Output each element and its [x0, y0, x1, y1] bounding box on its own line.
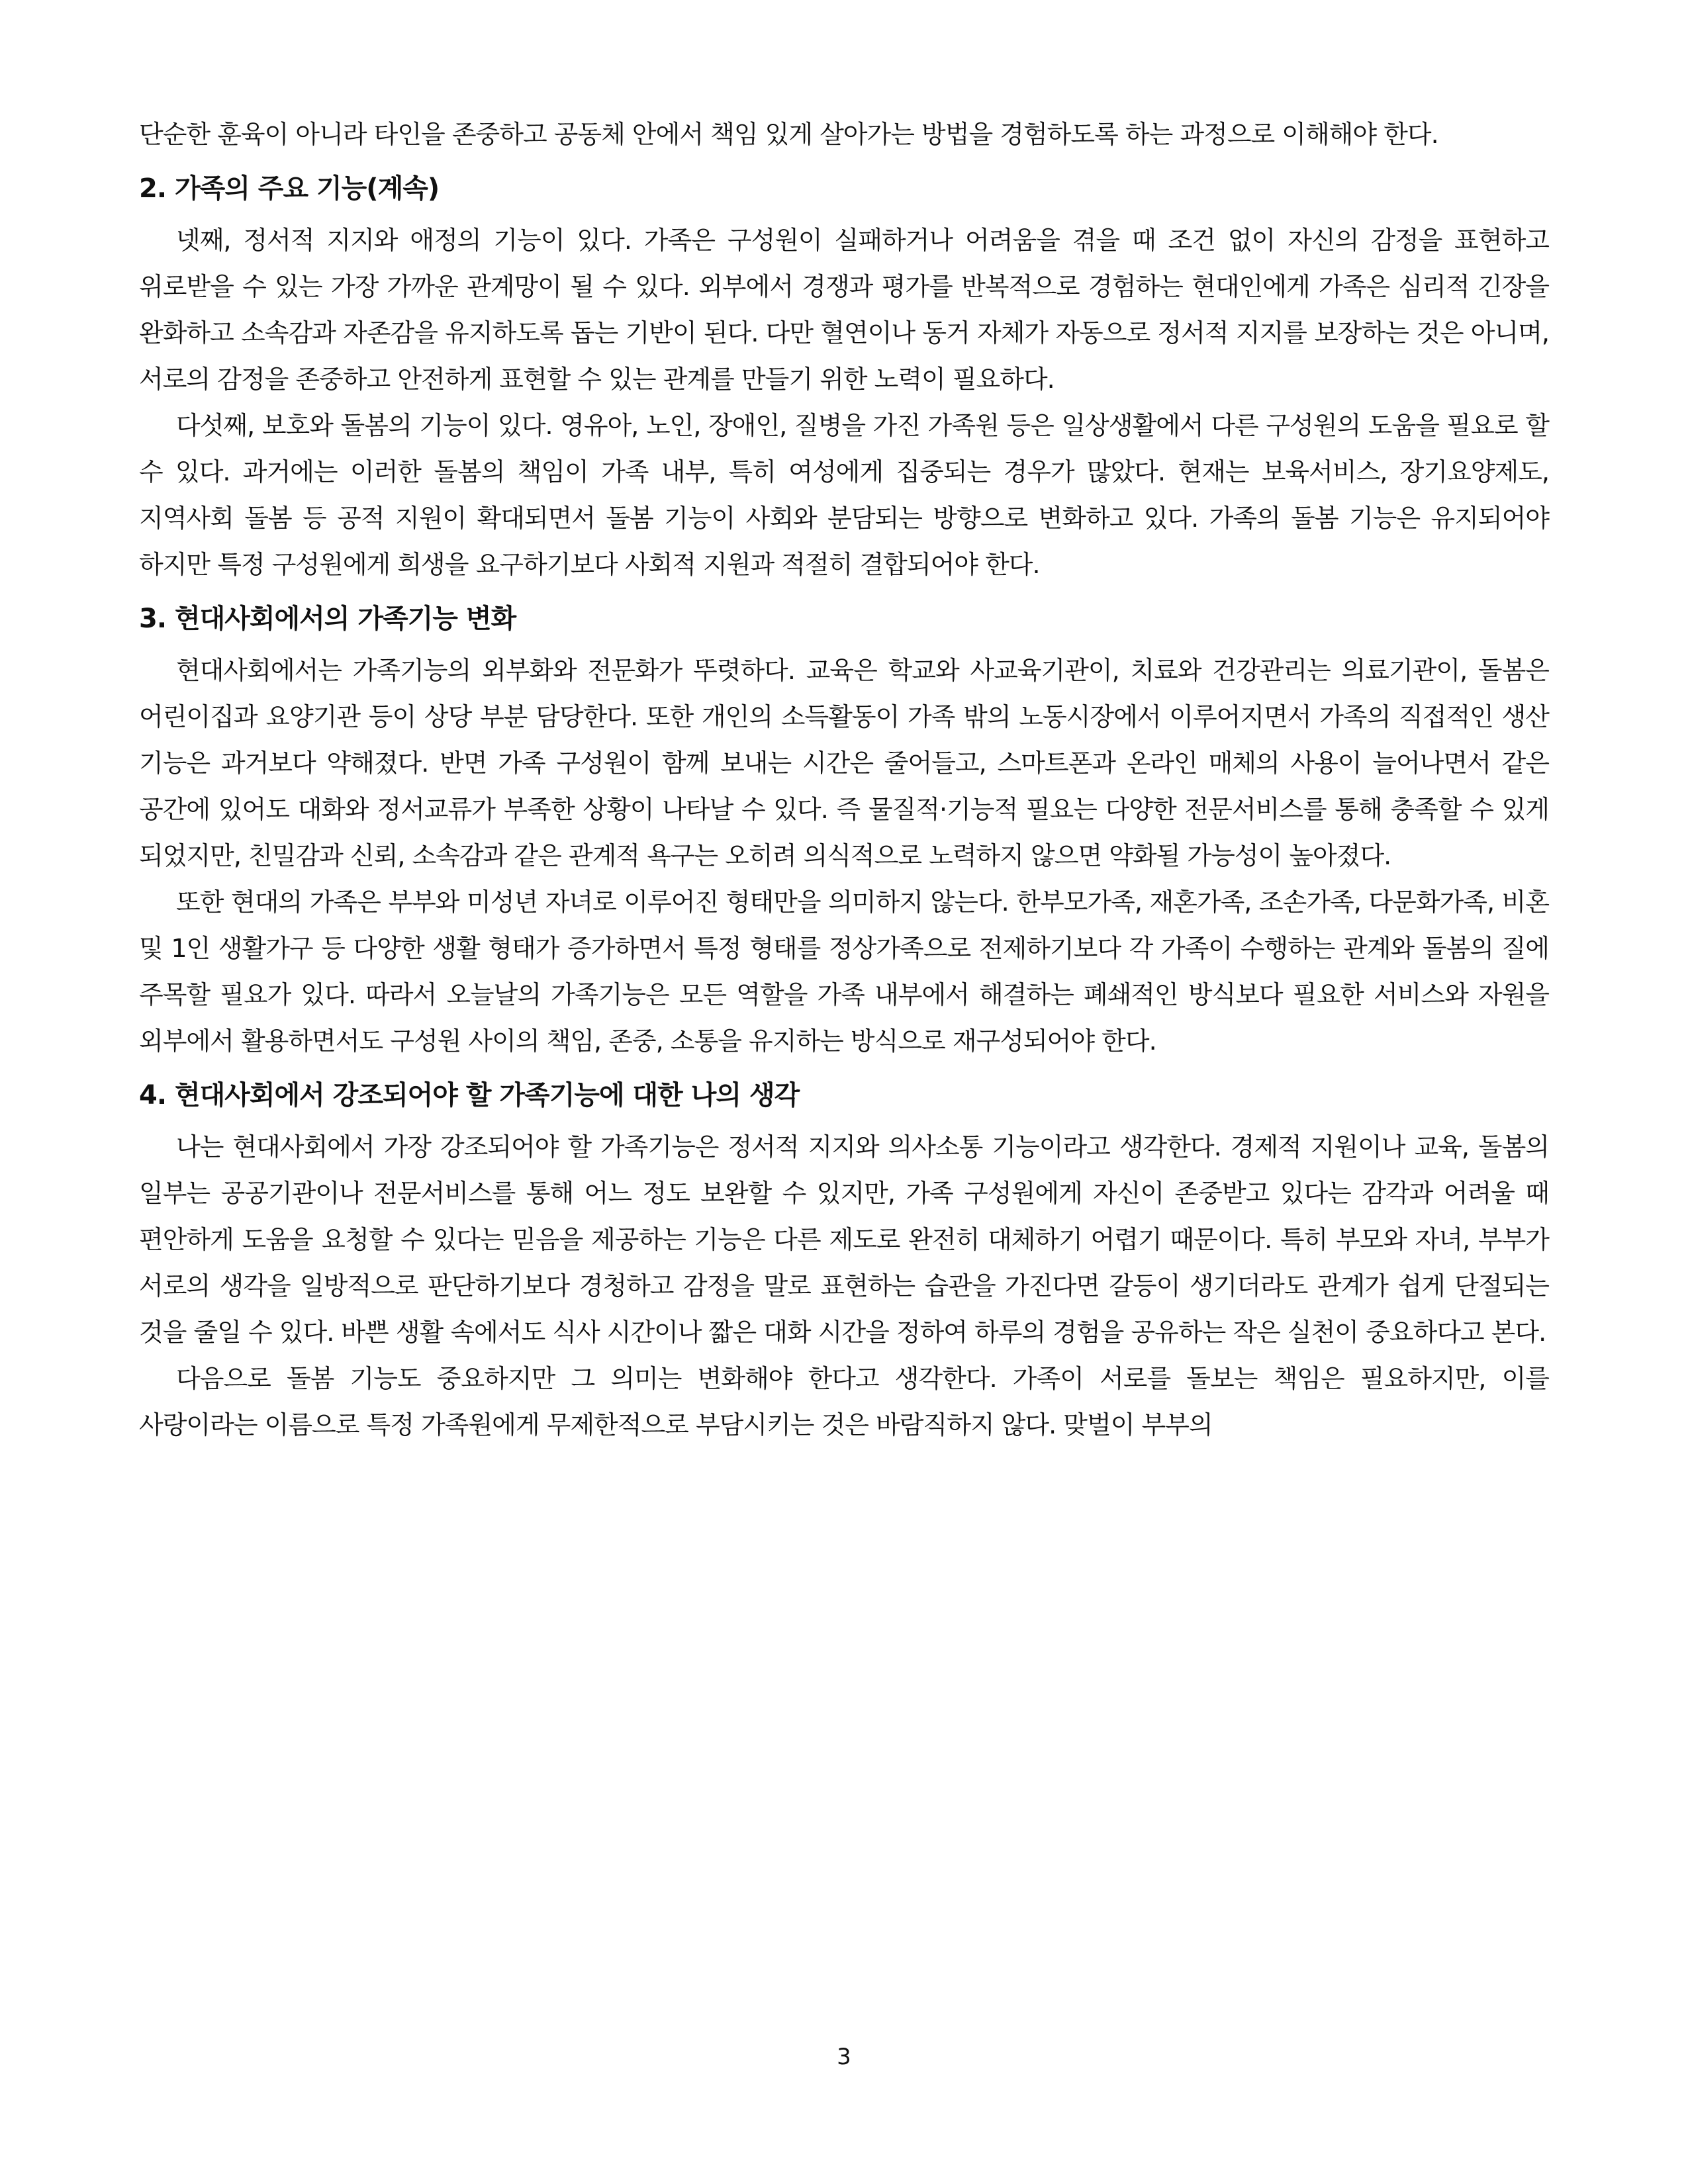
body-paragraph: 다섯째, 보호와 돌봄의 기능이 있다. 영유아, 노인, 장애인, 질병을 가진 가족원 등은 일상생활에서 다른 구성원의 도움을 필요로 할 수 있다. 과거에는 이러한 돌봄의 책임이 가족 내부, 특히 여성에게 집중되는 경우가 많았다. 현재는 보육서비스, 장기요양제도, 지역사회 돌봄 등 공적 지원이 확대되면서 돌봄 기능이 사회와 분담되는 방향으로 변화하고 있다. 가족의 돌봄 기능은 유지되어야 하지만 특정 구성원에게 희생을 요구하기보다 사회적 지원과 적절히 결합되어야 한다.: [139, 411, 1549, 579]
body-paragraph: 넷째, 정서적 지지와 애정의 기능이 있다. 가족은 구성원이 실패하거나 어려움을 겪을 때 조건 없이 자신의 감정을 표현하고 위로받을 수 있는 가장 가까운 관계망이 될 수 있다. 외부에서 경쟁과 평가를 반복적으로 경험하는 현대인에게 가족은 심리적 긴장을 완화하고 소속감과 자존감을 유지하도록 돕는 기반이 된다. 다만 혈연이나 동거 자체가 자동으로 정서적 지지를 보장하는 것은 아니며, 서로의 감정을 존중하고 안전하게 표현할 수 있는 관계를 만들기 위한 노력이 필요하다.: [139, 226, 1549, 394]
document-body: [139, 111, 1549, 1448]
body-paragraph: 다음으로 돌봄 기능도 중요하지만 그 의미는 변화해야 한다고 생각한다. 가족이 서로를 돌보는 책임은 필요하지만, 이를 사랑이라는 이름으로 특정 가족원에게 무제한적으로 부담시키는 것은 바람직하지 않다. 맞벌이 부부의: [139, 1364, 1549, 1439]
body-paragraph: 단순한 훈육이 아니라 타인을 존중하고 공동체 안에서 책임 있게 살아가는 방법을 경험하도록 하는 과정으로 이해해야 한다.: [139, 120, 1438, 149]
body-paragraph: 또한 현대의 가족은 부부와 미성년 자녀로 이루어진 형태만을 의미하지 않는다. 한부모가족, 재혼가족, 조손가족, 다문화가족, 비혼 및 1인 생활가구 등 다양한 생활 형태가 증가하면서 특정 형태를 정상가족으로 전제하기보다 각 가족이 수행하는 관계와 돌봄의 질에 주목할 필요가 있다. 따라서 오늘날의 가족기능은 모든 역할을 가족 내부에서 해결하는 폐쇄적인 방식보다 필요한 서비스와 자원을 외부에서 활용하면서도 구성원 사이의 책임, 존중, 소통을 유지하는 방식으로 재구성되어야 한다.: [139, 887, 1549, 1056]
body-paragraph: 나는 현대사회에서 가장 강조되어야 할 가족기능은 정서적 지지와 의사소통 기능이라고 생각한다. 경제적 지원이나 교육, 돌봄의 일부는 공공기관이나 전문서비스를 통해 어느 정도 보완할 수 있지만, 가족 구성원에게 자신이 존중받고 있다는 감각과 어려울 때 편안하게 도움을 요청할 수 있다는 믿음을 제공하는 기능은 다른 제도로 완전히 대체하기 어렵기 때문이다. 특히 부모와 자녀, 부부가 서로의 생각을 일방적으로 판단하기보다 경청하고 감정을 말로 표현하는 습관을 가진다면 갈등이 생기더라도 관계가 쉽게 단절되는 것을 줄일 수 있다. 바쁜 생활 속에서도 식사 시간이나 짧은 대화 시간을 정하여 하루의 경험을 공유하는 작은 실천이 중요하다고 본다.: [139, 1132, 1549, 1347]
section-heading: 4. 현대사회에서 강조되어야 할 가족기능에 대한 나의 생각: [139, 1080, 800, 1111]
body-paragraph: 현대사회에서는 가족기능의 외부화와 전문화가 뚜렷하다. 교육은 학교와 사교육기관이, 치료와 건강관리는 의료기관이, 돌봄은 어린이집과 요양기관 등이 상당 부분 담당한다. 또한 개인의 소득활동이 가족 밖의 노동시장에서 이루어지면서 가족의 직접적인 생산 기능은 과거보다 약해졌다. 반면 가족 구성원이 함께 보내는 시간은 줄어들고, 스마트폰과 온라인 매체의 사용이 늘어나면서 같은 공간에 있어도 대화와 정서교류가 부족한 상황이 나타날 수 있다. 즉 물질적·기능적 필요는 다양한 전문서비스를 통해 충족할 수 있게 되었지만, 친밀감과 신뢰, 소속감과 같은 관계적 욕구는 오히려 의식적으로 노력하지 않으면 약화될 가능성이 높아졌다.: [139, 656, 1549, 870]
page-number: 3: [837, 2044, 851, 2070]
section-heading: 2. 가족의 주요 기능(계속): [139, 173, 440, 204]
section-heading: 3. 현대사회에서의 가족기능 변화: [139, 604, 516, 634]
